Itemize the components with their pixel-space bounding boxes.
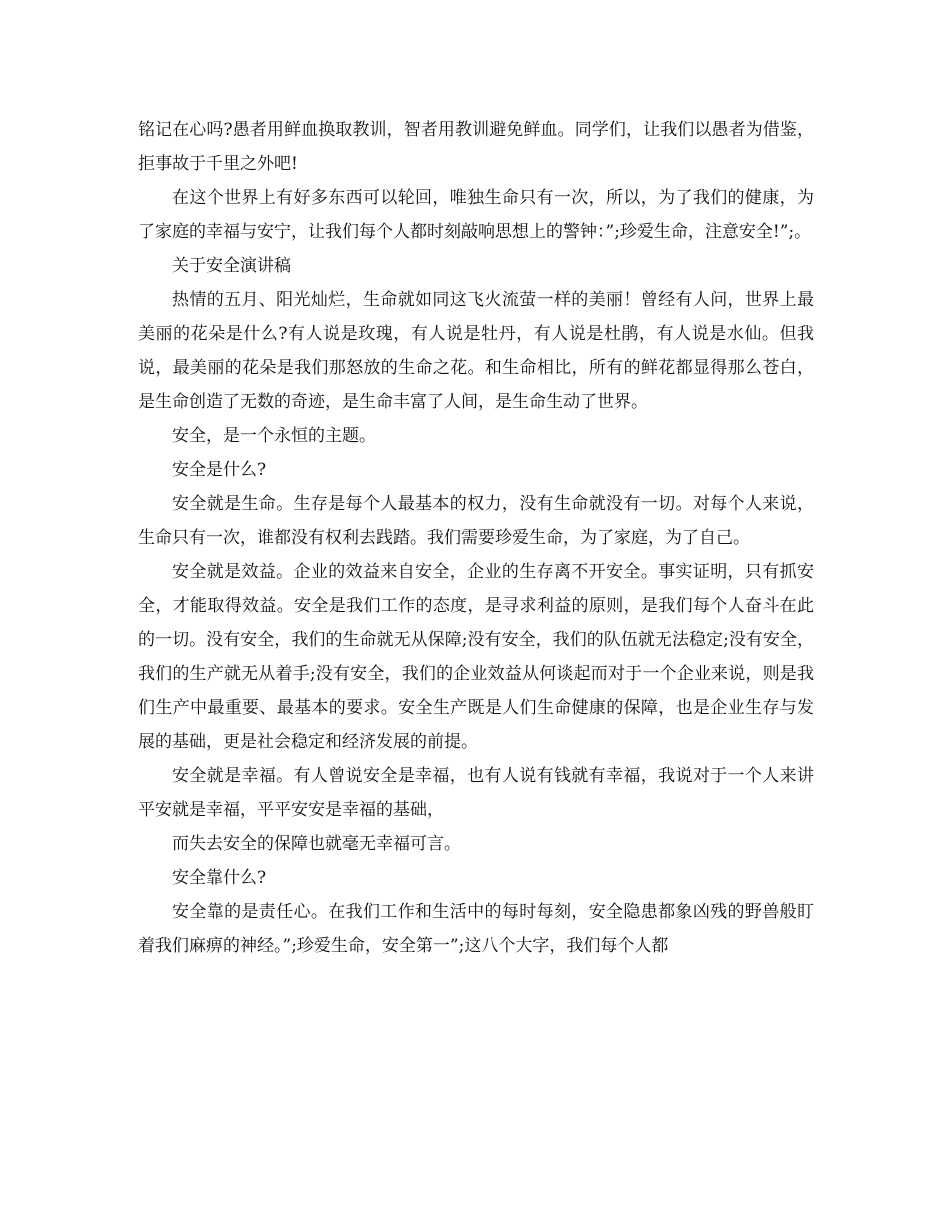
paragraph-4: 热情的五月、阳光灿烂，生命就如同这飞火流萤一样的美丽！曾经有人问，世界上最美丽的花朵是什么?有人说是玫瑰，有人说是牡丹，有人说是杜鹃，有人说是水仙。但我说，最美丽的花朵是我们那怒放的生命之花。和生命相比，所有的鲜花都显得那么苍白，是生命创造了无数的奇迹，是生命丰富了人间，是生命生动了世界。 — [138, 290, 814, 412]
paragraph-8: 安全就是效益。企业的效益来自安全，企业的生存离不开安全。事实证明，只有抓安全，才能取得效益。安全是我们工作的态度，是寻求利益的原则，是我们每个人奋斗在此的一切。没有安全，我们的生命就无从保障;没有安全，我们的队伍就无法稳定;没有安全，我们的生产就无从着手;没有安全，我们的企业效益从何谈起而对于一个企业来说，则是我们生产中最重要、最基本的要求。安全生产既是人们生命健康的保障，也是企业生存与发展的基础，更是社会稳定和经济发展的前提。 — [138, 562, 814, 752]
paragraph-6: 安全是什么? — [172, 460, 267, 480]
paragraph-9: 安全就是幸福。有人曾说安全是幸福，也有人说有钱就有幸福，我说对于一个人来讲平安就是幸福，平平安安是幸福的基础， — [138, 766, 814, 820]
paragraph-12: 安全靠的是责任心。在我们工作和生活中的每时每刻，安全隐患都象凶残的野兽般盯着我们麻痹的神经。”;珍爱生命，安全第一”;这八个大字，我们每个人都 — [138, 902, 814, 956]
document-page — [138, 113, 814, 963]
paragraph-10: 而失去安全的保障也就毫无幸福可言。 — [172, 834, 461, 854]
paragraph-1: 铭记在心吗?愚者用鲜血换取教训，智者用教训避免鲜血。同学们，让我们以愚者为借鉴，拒事故于千里之外吧! — [138, 120, 814, 174]
paragraph-7: 安全就是生命。生存是每个人最基本的权力，没有生命就没有一切。对每个人来说，生命只有一次，谁都没有权利去践踏。我们需要珍爱生命，为了家庭，为了自己。 — [138, 494, 814, 548]
paragraph-11: 安全靠什么? — [172, 868, 267, 888]
section-heading: 关于安全演讲稿 — [172, 256, 291, 276]
paragraph-2: 在这个世界上有好多东西可以轮回，唯独生命只有一次，所以，为了我们的健康，为了家庭的幸福与安宁，让我们每个人都时刻敲响思想上的警钟：”;珍爱生命，注意安全!”;。 — [138, 188, 814, 242]
paragraph-5: 安全，是一个永恒的主题。 — [172, 426, 376, 446]
